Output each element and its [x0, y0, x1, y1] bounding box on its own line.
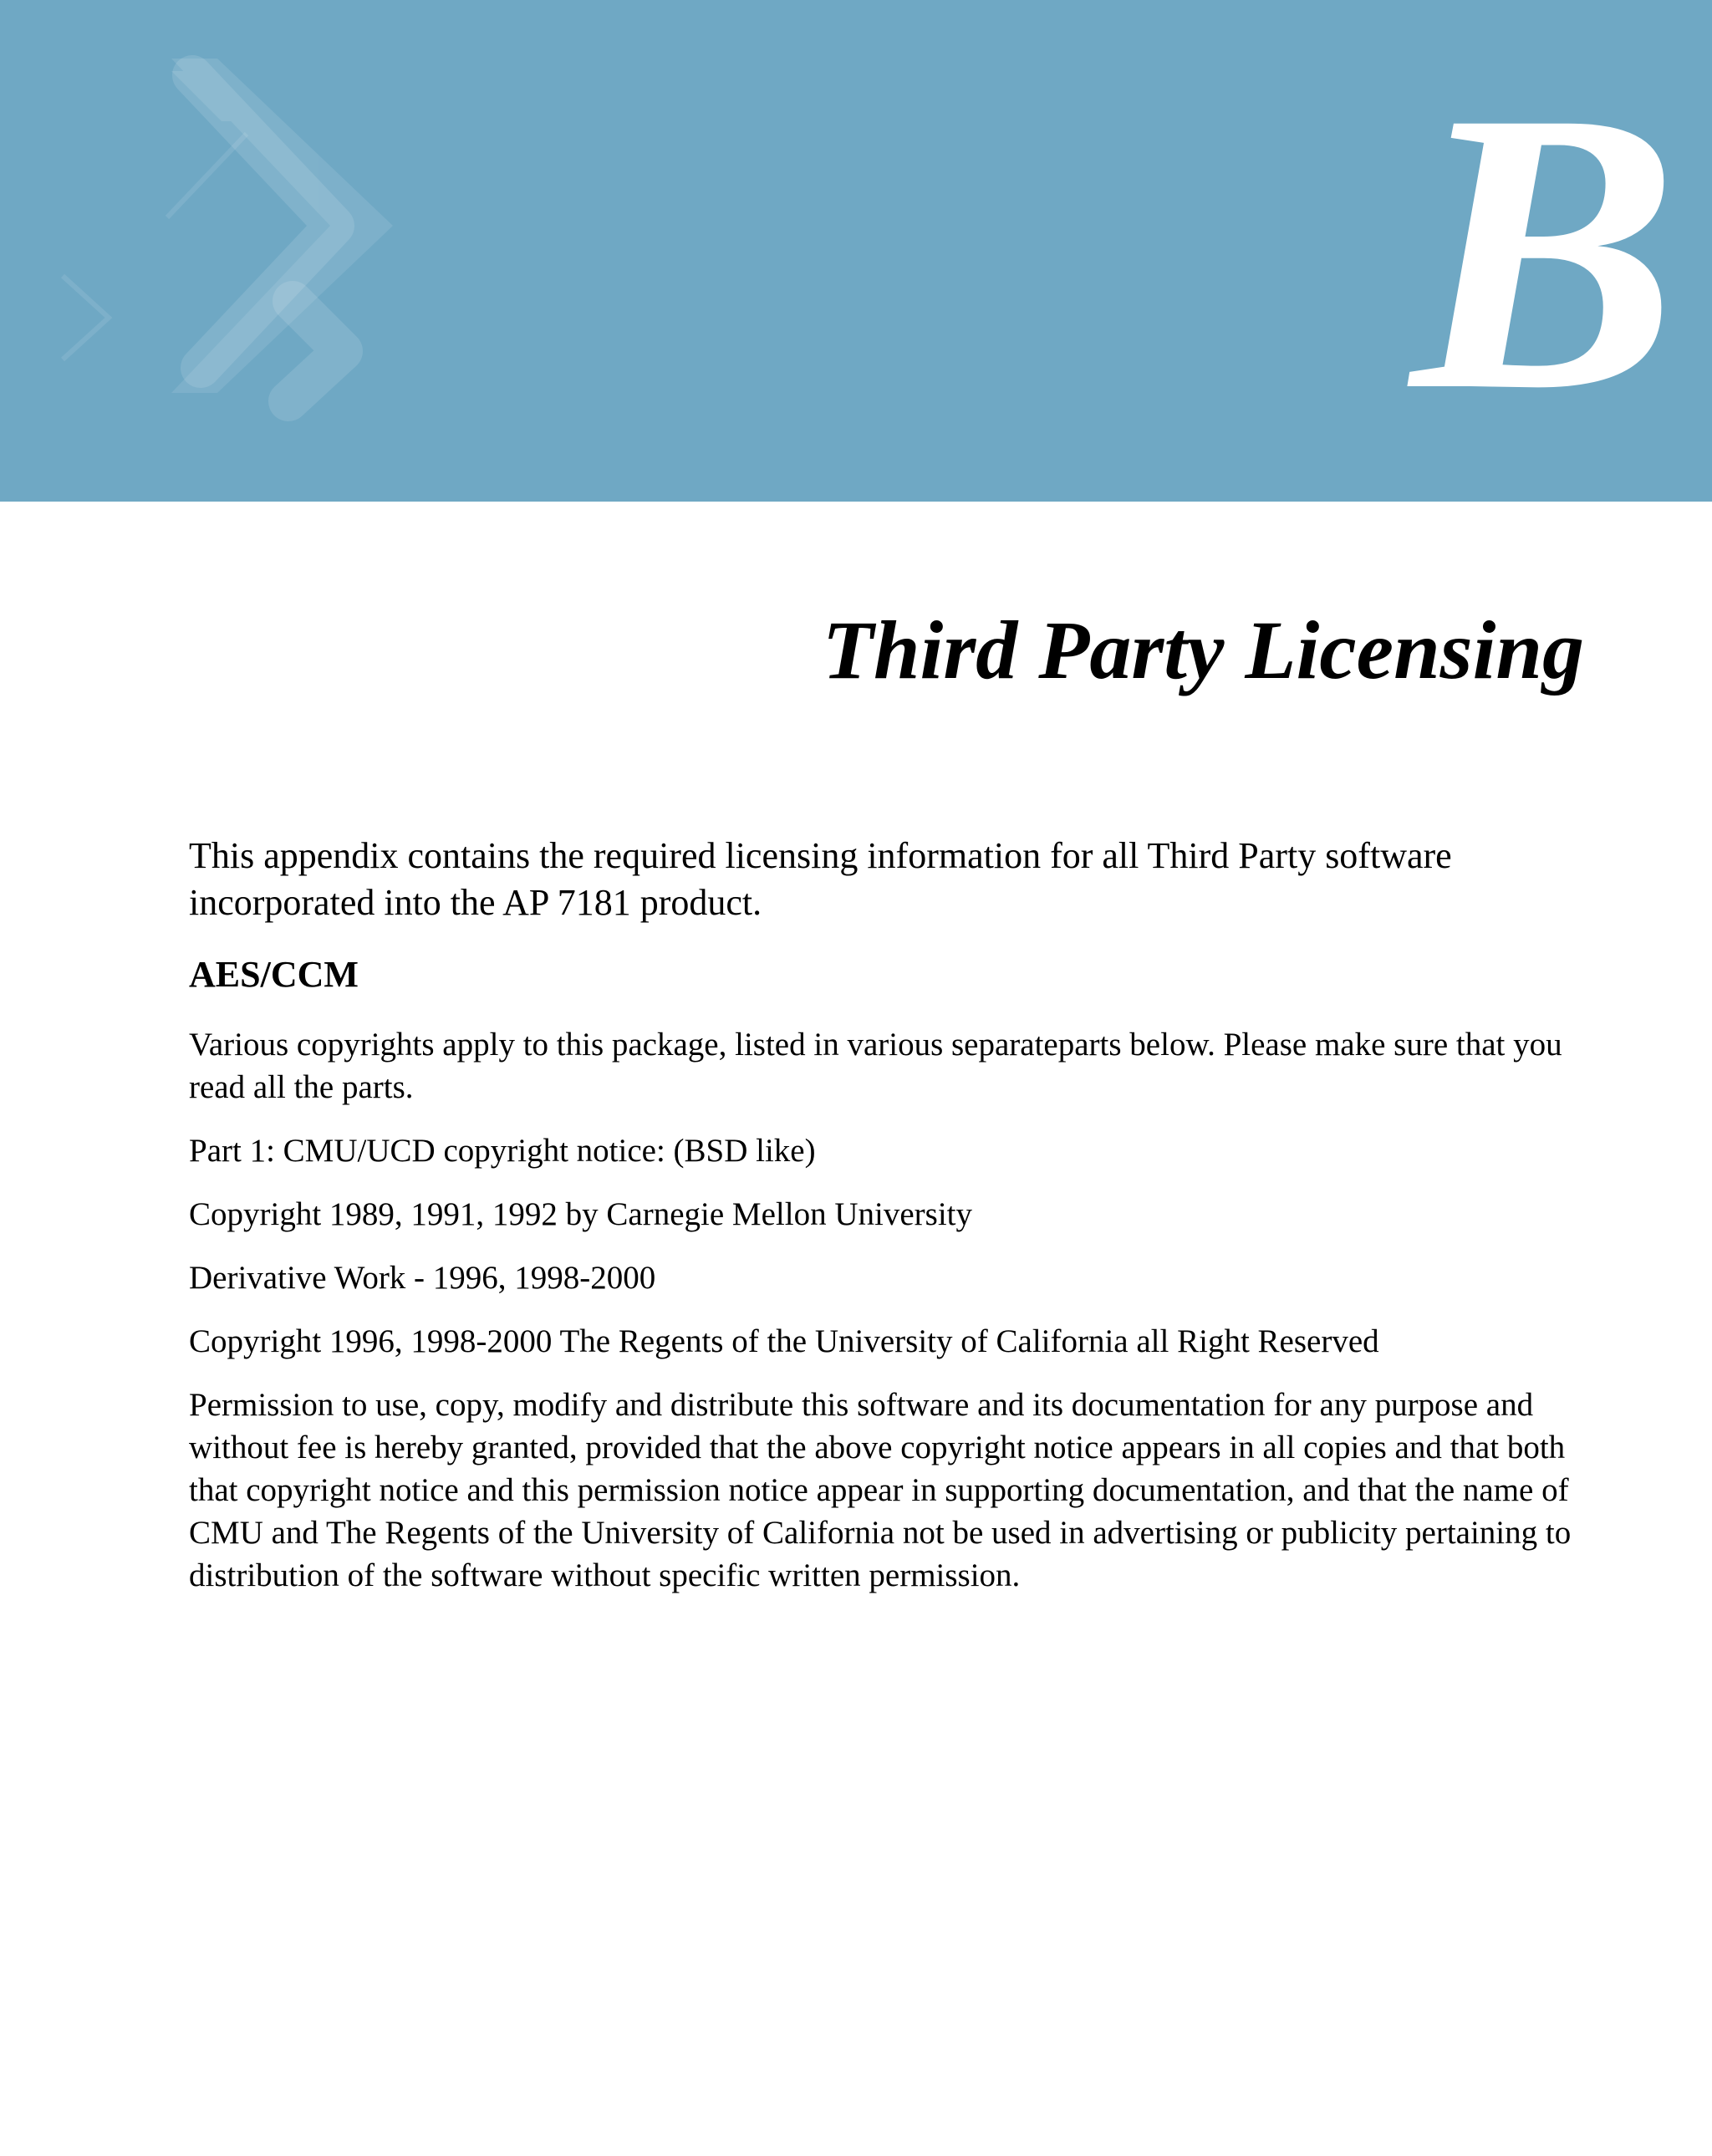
- body-paragraph: Derivative Work - 1996, 1998-2000: [189, 1260, 656, 1296]
- section-heading: AES/CCM: [189, 954, 359, 995]
- body-paragraph: Part 1: CMU/UCD copyright notice: (BSD like): [189, 1133, 816, 1169]
- document-body: [189, 833, 1585, 1618]
- chevron-arrows-watermark-icon: [0, 0, 435, 502]
- body-paragraph: Permission to use, copy, modify and distribute this software and its documentation for any purpose and without fee is hereby granted, provided that the above copyright notice appears in all copies and that both that copyright notice and this permission notice appear in supporting documentation, and that the name of CMU and The Regents of the University of California not be used in advertising or publicity pertaining to distribution of the software without specific written permission.: [189, 1387, 1572, 1593]
- body-paragraph: Copyright 1996, 1998-2000 The Regents of the University of California all Right Reserved: [189, 1323, 1379, 1359]
- body-paragraph: Copyright 1989, 1991, 1992 by Carnegie Mellon University: [189, 1196, 972, 1232]
- page-title: Third Party Licensing: [822, 604, 1584, 696]
- chapter-banner: [0, 0, 1712, 502]
- chapter-letter: B: [1410, 28, 1679, 473]
- body-paragraph: Various copyrights apply to this package, listed in various separateparts below. Please make sure that you read all the parts.: [189, 1027, 1562, 1105]
- intro-paragraph: This appendix contains the required licensing information for all Third Party software incorporated into the AP 7181 product.: [189, 835, 1452, 923]
